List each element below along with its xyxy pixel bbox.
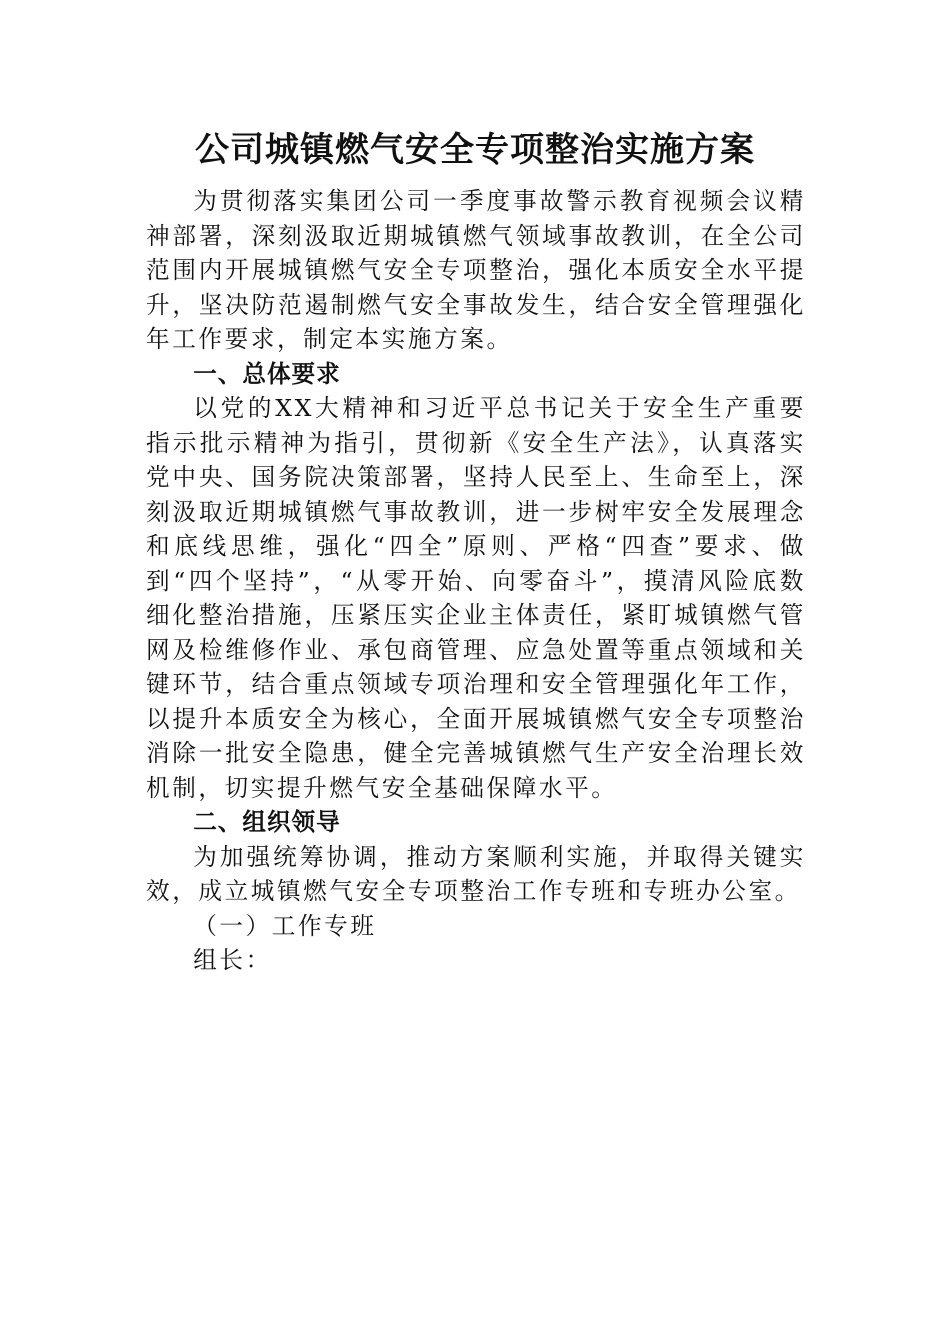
document-body <box>146 184 806 978</box>
document-title: 公司城镇燃气安全专项整治实施方案 <box>195 130 755 170</box>
section-2-paragraph: 为加强统筹协调，推动方案顺利实施，并取得关键实效，成立城镇燃气安全专项整治工作专班和专班办公室。 <box>146 842 806 905</box>
leader-label: 组长： <box>193 946 272 974</box>
section-1-heading: 一、总体要求 <box>193 359 341 388</box>
section-2-heading: 二、组织领导 <box>193 808 341 836</box>
intro-paragraph: 为贯彻落实集团公司一季度事故警示教育视频会议精神部署，深刻汲取近期城镇燃气领域事故教训，在全公司范围内开展城镇燃气安全专项整治，强化本质安全水平提升，坚决防范遏制燃气安全事故发生，结合安全管理强化年工作要求，制定本实施方案。 <box>146 187 806 353</box>
section-2-subheading: （一）工作专班 <box>193 911 377 940</box>
section-1-paragraph: 以党的XX大精神和习近平总书记关于安全生产重要指示批示精神为指引，贯彻新《安全生产法》，认真落实党中央、国务院决策部署，坚持人民至上、生命至上，深刻汲取近期城镇燃气事故教训，进一步树牢安全发展理念和底线思维，强化“四全”原则、严格“四查”要求、做到“四个坚持”，“从零开始、向零奋斗”，摸清风险底数细化整治措施，压紧压实企业主体责任，紧盯城镇燃气管网及检维修作业、承包商管理、应急处置等重点领域和关键环节，结合重点领域专项治理和安全管理强化年工作，以提升本质安全为核心，全面开展城镇燃气安全专项整治消除一批安全隐患，健全完善城镇燃气生产安全治理长效机制，切实提升燃气安全基础保障水平。 <box>146 394 806 802</box>
